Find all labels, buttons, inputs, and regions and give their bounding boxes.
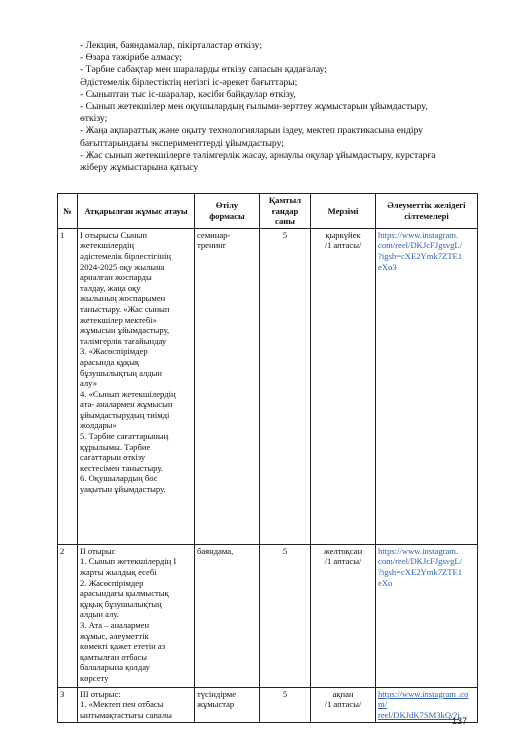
table-row [58, 228, 478, 544]
work-name-line: 3. Ата – аналармен [80, 619, 150, 630]
work-name-line: құқық бұзушылықтың [80, 598, 162, 609]
work-name-line: жылының жоспарымен [80, 293, 166, 304]
link-line: https://www.instagram .com/ [378, 688, 469, 710]
link-line: com/reel/DKJcFJgsvgL/ [378, 556, 463, 567]
work-name-line: көрсету [80, 672, 109, 683]
intro-line: бағыттарындағы эксперименттерді ұйымдастыру; [80, 137, 284, 149]
header-count: Қамтыл ғандар саны [260, 194, 311, 229]
work-name-cell [78, 544, 195, 687]
work-name-cell [78, 687, 195, 722]
period-cell [311, 228, 376, 544]
work-name-line: 2024-2025 оқу жылына [80, 261, 165, 272]
work-name-line: бұзушылықтың алдын [80, 367, 163, 378]
period-line: ақпан [332, 688, 354, 699]
intro-line: - Жаңа ақпараттық және оқыту технологияларын іздеу, мектеп практикасына ендіру [80, 125, 424, 137]
header-period: Мерзімі [311, 194, 376, 229]
intro-line: - Жас сынып жетекшілерге тәлімгерлік жасау, арнаулы оқулар ұйымдастыру, курстарға [80, 149, 436, 161]
form-line: семинар- [197, 229, 231, 240]
page-number: 137 [452, 716, 468, 726]
instagram-link[interactable] [378, 230, 475, 272]
form-line: тренинг [197, 240, 227, 251]
work-name-line: ынтымақтастығы сапалы [80, 709, 172, 720]
intro-line: өткізу; [80, 113, 108, 125]
work-name-cell [78, 228, 195, 544]
work-name-line: уақытын ұйымдастыру. [80, 484, 166, 495]
work-name-line: ұйымдастырудың тиімді [80, 409, 170, 420]
link-line: ?igsh=cXE2Ymk7ZTE1 [378, 250, 463, 261]
form-cell [195, 687, 260, 722]
link-line: eXo [378, 577, 393, 588]
link-line: eXo3 [378, 261, 397, 272]
work-name-line: 5. Тәрбие сағаттарының [80, 431, 169, 442]
work-name-line: таныстыру. «Жас сынып [80, 303, 170, 314]
intro-line: - Тәрбие сабақтар мен шараларды өткізу сапасын қадағалау; [80, 64, 327, 76]
work-name-line: жарты жылдық есебі [80, 566, 157, 577]
intro-list [80, 40, 480, 174]
work-name-line: І отырысы Сынып [80, 229, 148, 240]
link-line: https://www.instagram. [378, 229, 459, 240]
instagram-link[interactable] [378, 546, 475, 588]
period-line: /1 аптасы/ [324, 699, 362, 710]
work-name-line: 3. «Жасөспірімдер [80, 346, 148, 357]
header-links: Әлеуметтік желідегі сілтемелері [376, 194, 478, 229]
table-row [58, 687, 478, 722]
link-cell [376, 228, 478, 544]
link-line: ?igsh=cXE2Ymk7ZTE1 [378, 566, 463, 577]
intro-line: Әдістемелік бірлестіктің негізгі іс-әрекет бағыттары; [80, 76, 298, 88]
work-name-line: арналған жоспарды [80, 272, 152, 283]
link-line: https://www.instagram. [378, 545, 459, 556]
work-name-line: алу» [80, 378, 97, 389]
link-line: reel/DKJdK7SM3kQ/?i [378, 709, 460, 720]
header-work-name: Атқарылған жұмыс атауы [78, 194, 195, 229]
work-name-line: қамтылған отбасы [80, 651, 148, 662]
form-line: баяндама, [197, 545, 234, 556]
work-name-line: жетекшілердің [80, 240, 135, 251]
header-form: Өтілу формасы [195, 194, 260, 229]
intro-line: жіберу жұмыстарына қатысу [80, 162, 199, 174]
work-name-line: құрылымы. Тәрбие [80, 441, 151, 452]
link-cell [376, 544, 478, 687]
work-name-line: арасында құқық [80, 356, 140, 367]
work-name-line: жұмысын ұйымдастыру, [80, 325, 170, 336]
row-number: 2 [58, 544, 78, 687]
work-name-line: 4. «Сынып жетекшілердің [80, 388, 176, 399]
count-cell: 5 [260, 687, 311, 722]
form-line: түсіндірме [197, 688, 237, 699]
work-name-line: балаларына қолдау [80, 662, 150, 673]
period-line: желтоқсан [323, 545, 363, 556]
period-line: қыркүйек [325, 229, 361, 240]
work-name-line: көмекті қажет ететін аз [80, 641, 166, 652]
work-name-line: жетекшілер мектебі» [80, 314, 157, 325]
work-name-line: әдістемелік бірлестігінің [80, 250, 171, 261]
work-name-line: ІІ отырыс [80, 545, 116, 556]
intro-line: - Сыныптан тыс іс-шаралар, кәсіби байқаулар өткізу, [80, 88, 296, 100]
count-cell: 5 [260, 228, 311, 544]
work-name-line: ІІІ отырыс: [80, 688, 121, 699]
work-name-line: талдау, жаңа оқу [80, 282, 141, 293]
intro-line: - Өзара тәжірибе алмасу; [80, 52, 182, 64]
work-name-line: 1. Сынып жетекшілердің І [80, 556, 177, 567]
work-plan-table [57, 193, 478, 723]
work-name-line: 1. «Мектеп пен отбасы [80, 699, 164, 710]
period-line: /1 аптасы/ [324, 240, 362, 251]
work-name-line: кестесімен таныстыру. [80, 462, 163, 473]
period-line: /1 аптасы/ [324, 556, 362, 567]
row-number: 1 [58, 228, 78, 544]
work-name-line: арасындағы қылмыстық [80, 588, 169, 599]
form-cell [195, 544, 260, 687]
row-number: 3 [58, 687, 78, 722]
work-name-line: жолдары» [80, 420, 117, 431]
work-name-line: сағаттарын өткізу [80, 452, 146, 463]
count-cell: 5 [260, 544, 311, 687]
period-cell [311, 544, 376, 687]
form-cell [195, 228, 260, 544]
intro-line: - Лекция, баяндамалар, пікірталастар өткізу; [80, 40, 263, 51]
work-name-line: жұмыс, әлеуметтік [80, 630, 149, 641]
work-name-line: ата- аналармен жұмысын [80, 399, 173, 410]
work-name-line: 6. Оқушылардың бос [80, 473, 158, 484]
work-name-line: тәлімгерлік тағайындау [80, 335, 167, 346]
work-name-line: 2. Жасөспірімдер [80, 577, 144, 588]
form-line: жұмыстар [197, 699, 235, 710]
link-line: com/reel/DKJcFJgsvgL/ [378, 240, 463, 251]
period-cell [311, 687, 376, 722]
table-row [58, 544, 478, 687]
table-header-row [58, 194, 478, 229]
work-name-line: алдын алу. [80, 609, 119, 620]
intro-line: - Сынып жетекшілер мен оқушылардың ғылыми-зерттеу жұмыстарын ұйымдастыру, [80, 101, 428, 113]
header-number: № [58, 194, 78, 229]
